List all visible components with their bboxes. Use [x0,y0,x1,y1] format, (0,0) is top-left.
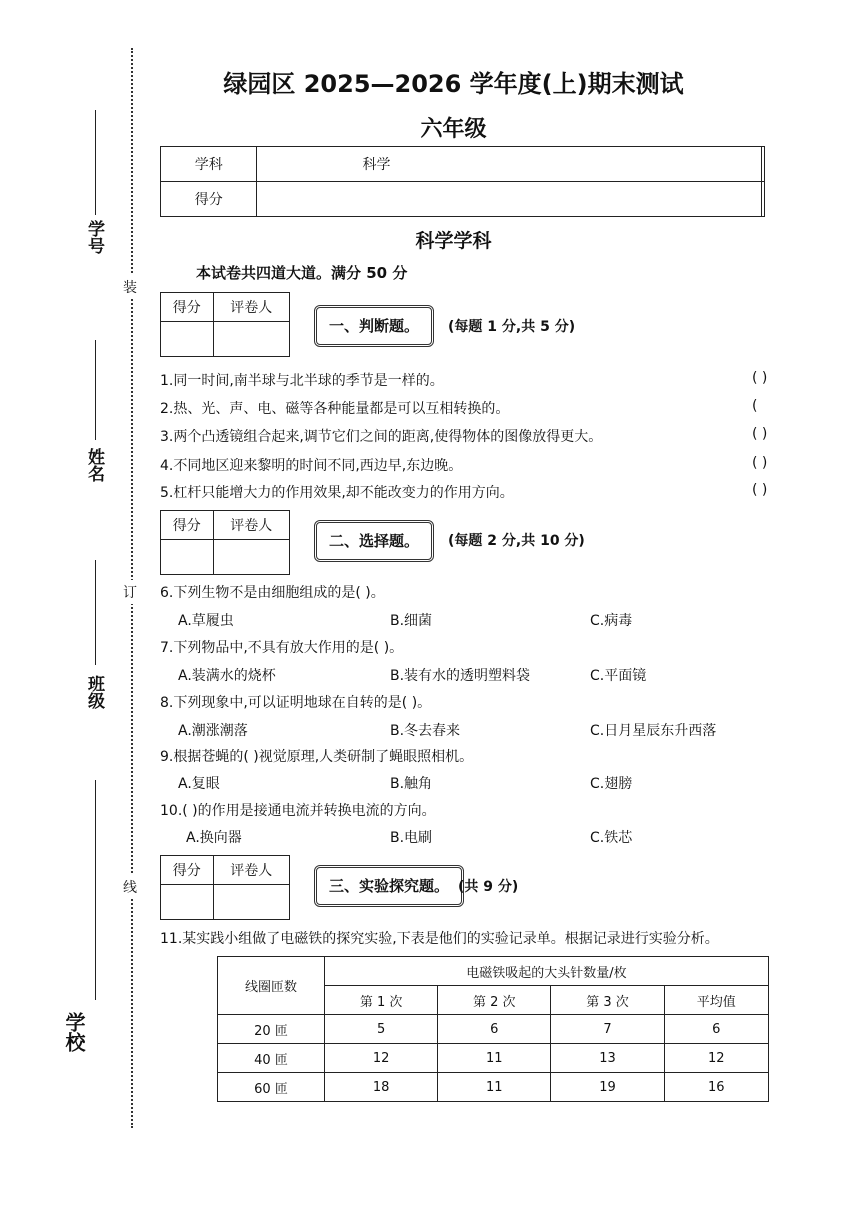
judgement-answer-3[interactable]: ( ) [752,426,768,442]
experiment-data-table [217,956,769,1102]
section-1-title: 一、判断题。 [314,305,434,347]
score-box-grader-cell[interactable] [213,322,289,357]
score-box-score-label: 得分 [161,293,214,322]
judgement-question-2: 2.热、光、声、电、磁等各种能量都是可以互相转换的。 [160,401,510,417]
judgement-question-1: 1.同一时间,南半球与北半球的季节是一样的。 [160,373,444,389]
judgement-question-5: 5.杠杆只能增大力的作用效果,却不能改变力的作用方向。 [160,485,514,501]
judgement-question-4: 4.不同地区迎来黎明的时间不同,西边早,东边晚。 [160,458,463,474]
choice-8-option-a[interactable]: A.潮涨潮落 [178,723,248,739]
table-cell: 7 [551,1015,664,1044]
table-row [218,1015,769,1044]
choice-8-option-b[interactable]: B.冬去春来 [390,723,461,739]
section-3-note: (共 9 分) [458,879,519,895]
score-box-score-label: 得分 [161,856,214,885]
table-column-header: 第 1 次 [325,986,438,1015]
choice-6-option-b[interactable]: B.细菌 [390,613,433,629]
exam-intro: 本试卷共四道大道。满分 50 分 [196,264,408,282]
table-row-header: 线圈匝数 [218,957,325,1015]
score-box-score-cell[interactable] [161,885,214,920]
score-extra-cell [762,182,765,217]
choice-9-option-b[interactable]: B.触角 [390,776,433,792]
table-group-header: 电磁铁吸起的大头针数量/枚 [325,957,769,986]
choice-6-option-c[interactable]: C.病毒 [590,613,633,629]
score-box-grader-label: 评卷人 [213,511,289,540]
judgement-answer-1[interactable]: ( ) [752,370,768,386]
binding-mark-xian: 线 [123,875,137,899]
choice-7-option-a[interactable]: A.装满水的烧杯 [178,668,276,684]
name-line [95,340,96,440]
choice-6-option-a[interactable]: A.草履虫 [178,613,234,629]
class-label: 班级 [84,675,104,709]
subject-score-table [160,146,765,217]
table-cell: 12 [664,1044,768,1073]
table-cell: 6 [438,1015,551,1044]
score-box-score-cell[interactable] [161,540,214,575]
score-box-grader-label: 评卷人 [213,293,289,322]
choice-question-7: 7.下列物品中,不具有放大作用的是( )。 [160,640,404,656]
table-column-header: 第 2 次 [438,986,551,1015]
choice-9-option-c[interactable]: C.翅膀 [590,776,633,792]
choice-10-option-b[interactable]: B.电刷 [390,830,433,846]
table-row-label: 60 匝 [218,1073,325,1102]
binding-mark-ding: 订 [123,580,137,604]
score-box-grader-cell[interactable] [213,540,289,575]
choice-question-9: 9.根据苍蝇的( )视觉原理,人类研制了蝇眼照相机。 [160,749,474,765]
table-cell: 11 [438,1044,551,1073]
judgement-answer-2[interactable]: ( [752,398,758,414]
section-1-note: (每题 1 分,共 5 分) [448,319,576,335]
table-cell: 18 [325,1073,438,1102]
score-box-1 [160,292,290,357]
judgement-question-3: 3.两个凸透镜组合起来,调节它们之间的距离,使得物体的图像放得更大。 [160,429,603,445]
score-label: 得分 [161,182,257,217]
table-cell: 16 [664,1073,768,1102]
table-cell: 13 [551,1044,664,1073]
score-box-score-cell[interactable] [161,322,214,357]
choice-question-8: 8.下列现象中,可以证明地球在自转的是( )。 [160,695,432,711]
score-box-3 [160,855,290,920]
binding-mark-zhuang: 装 [123,275,137,299]
table-cell: 5 [325,1015,438,1044]
choice-question-10: 10.( )的作用是接通电流并转换电流的方向。 [160,803,436,819]
judgement-answer-5[interactable]: ( ) [752,482,768,498]
table-cell: 11 [438,1073,551,1102]
table-row [218,1073,769,1102]
choice-9-option-a[interactable]: A.复眼 [178,776,220,792]
subject-label: 学科 [161,147,257,182]
subject-extra-cell [762,147,765,182]
table-column-header: 第 3 次 [551,986,664,1015]
table-row [218,1044,769,1073]
table-cell: 6 [664,1015,768,1044]
choice-10-option-a[interactable]: A.换向器 [186,830,242,846]
class-line [95,560,96,665]
score-value-cell[interactable] [257,182,762,217]
score-box-grader-label: 评卷人 [213,856,289,885]
section-2-title: 二、选择题。 [314,520,434,562]
school-line [95,780,96,1000]
score-box-2 [160,510,290,575]
table-row-label: 40 匝 [218,1044,325,1073]
score-box-score-label: 得分 [161,511,214,540]
table-column-header: 平均值 [664,986,768,1015]
judgement-answer-4[interactable]: ( ) [752,455,768,471]
table-row-label: 20 匝 [218,1015,325,1044]
choice-question-6: 6.下列生物不是由细胞组成的是( )。 [160,585,385,601]
section-3-title: 三、实验探究题。 [314,865,464,907]
table-cell: 12 [325,1044,438,1073]
choice-8-option-c[interactable]: C.日月星辰东升西落 [590,723,717,739]
exam-title: 绿园区 2025—2026 学年度(上)期末测试 [223,70,684,98]
choice-7-option-b[interactable]: B.装有水的透明塑料袋 [390,668,531,684]
score-box-grader-cell[interactable] [213,885,289,920]
subject-value: 科学 [257,147,762,182]
choice-10-option-c[interactable]: C.铁芯 [590,830,633,846]
experiment-question: 11.某实践小组做了电磁铁的探究实验,下表是他们的实验记录单。根据记录进行实验分析。 [160,931,719,947]
grade-title: 六年级 [420,117,487,142]
student-id-label: 学号 [84,220,104,254]
section-heading: 科学学科 [415,230,492,252]
choice-7-option-c[interactable]: C.平面镜 [590,668,647,684]
school-label: 学校 [62,1012,86,1052]
table-cell: 19 [551,1073,664,1102]
name-label: 姓名 [84,448,104,482]
section-2-note: (每题 2 分,共 10 分) [448,533,585,549]
